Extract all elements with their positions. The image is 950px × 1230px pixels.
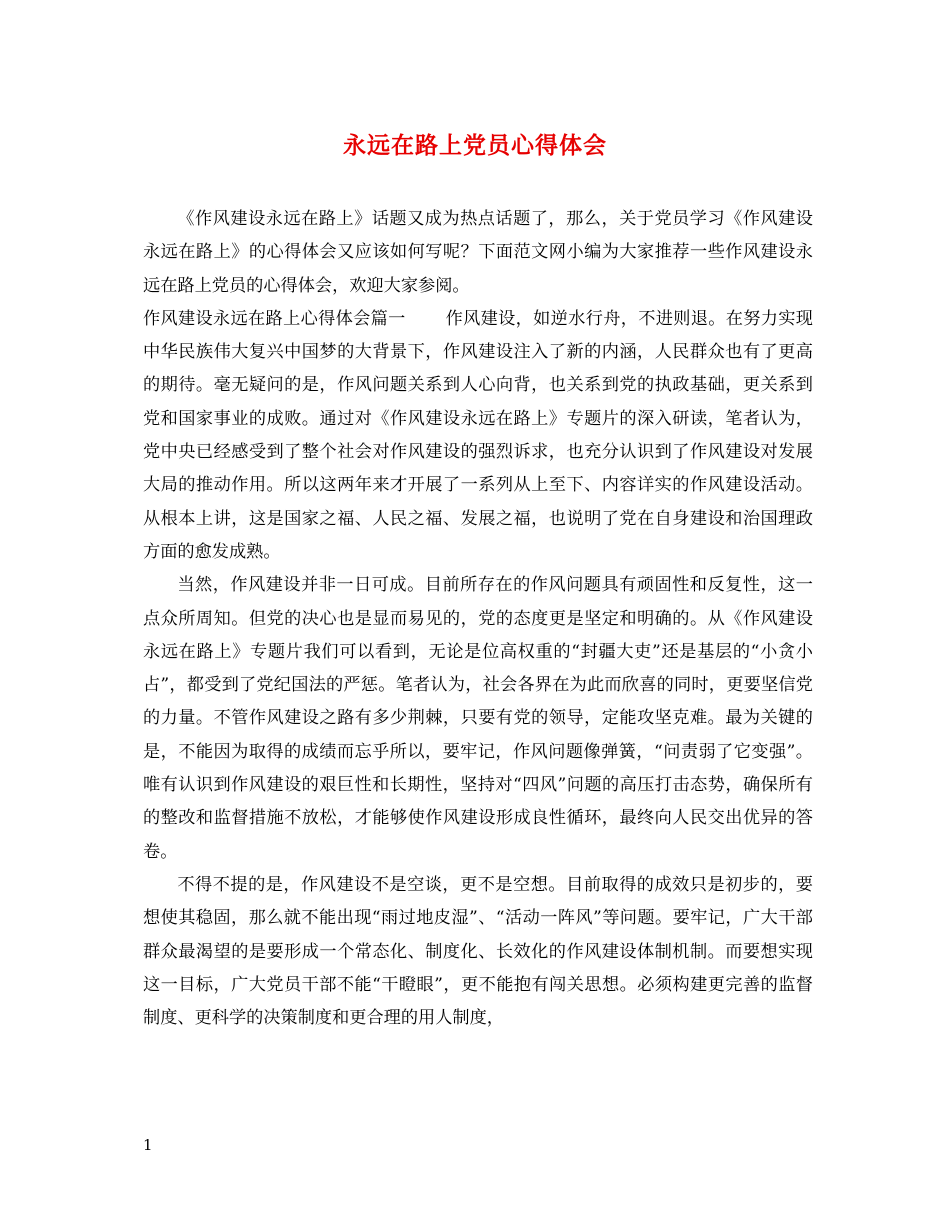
intro-paragraph: 《作风建设永远在路上》话题又成为热点话题了，那么，关于党员学习《作风建设永远在路上》的心得体会又应该如何写呢？下面范文网小编为大家推荐一些作风建设永远在路上党员的心得体会，欢迎大家参阅。 [143, 209, 813, 296]
body-paragraph: 不得不提的是，作风建设不是空谈，更不是空想。目前取得的成效只是初步的，要想使其稳固，那么就不能出现“雨过地皮湿”、“活动一阵风”等问题。要牢记，广大干部群众最渴望的是要形成一个常态化、制度化、长效化的作风建设体制机制。而要想实现这一目标，广大党员干部不能“干瞪眼”，更不能抱有闯关思想。必须构建更完善的监督制度、更科学的决策制度和更合理的用人制度， [143, 874, 813, 1029]
section-body-text: 作风建设，如逆水行舟，不进则退。在努力实现中华民族伟大复兴中国梦的大背景下，作风建设注入了新的内涵，人民群众也有了更高的期待。毫无疑问的是，作风问题关系到人心向背，也关系到党的执政基础，更关系到党和国家事业的成败。通过对《作风建设永远在路上》专题片的深入研读，笔者认为，党中央已经感受到了整个社会对作风建设的强烈诉求，也充分认识到了作风建设对发展大局的推动作用。所以这两年来才开展了一系列从上至下、内容详实的作风建设活动。从根本上讲，这是国家之福、人民之福、发展之福，也说明了党在自身建设和治国理政方面的愈发成熟。 [143, 308, 813, 562]
body-paragraph: 当然，作风建设并非一日可成。目前所存在的作风问题具有顽固性和反复性，这一点众所周知。但党的决心也是显而易见的，党的态度更是坚定和明确的。从《作风建设永远在路上》专题片我们可以看到，无论是位高权重的“封疆大吏”还是基层的“小贪小占”，都受到了党纪国法的严惩。笔者认为，社会各界在为此而欣喜的同时，更要坚信党的力量。不管作风建设之路有多少荆棘，只要有党的领导，定能攻坚克难。最为关键的是，不能因为取得的成绩而忘乎所以，要牢记，作风问题像弹簧，“问责弱了它变强”。唯有认识到作风建设的艰巨性和长期性，坚持对“四风”问题的高压打击态势，确保所有的整改和监督措施不放松，才能够使作风建设形成良性循环，最终向人民交出优异的答卷。 [143, 575, 813, 862]
page-number: 1 [143, 1136, 153, 1154]
document-body [143, 203, 813, 1035]
section-heading: 作风建设永远在路上心得体会篇一 [143, 308, 406, 329]
document-title: 永远在路上党员心得体会 [343, 133, 607, 159]
section-paragraph [143, 303, 813, 569]
